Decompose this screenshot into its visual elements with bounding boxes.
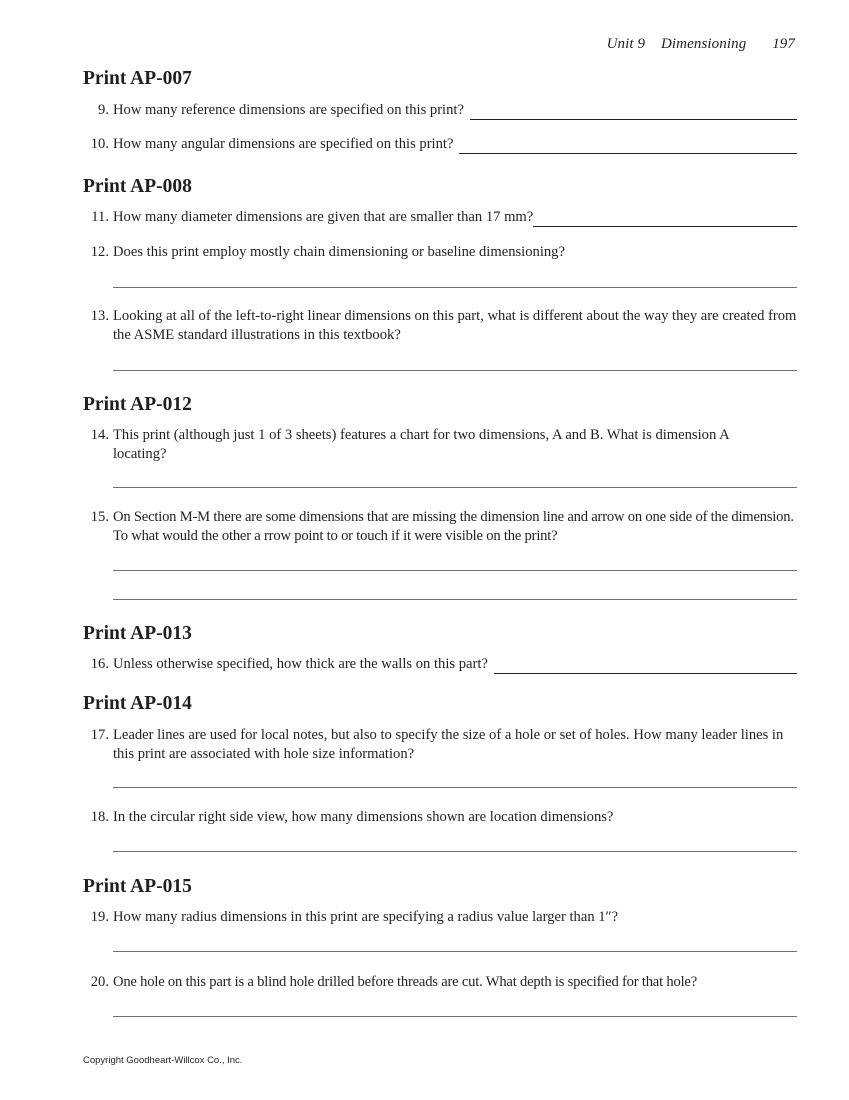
- answer-blank-16[interactable]: [494, 659, 797, 674]
- question-13: [83, 307, 797, 345]
- unit-label: Unit 9: [606, 36, 646, 52]
- question-9: [83, 101, 797, 120]
- question-19: [83, 908, 797, 927]
- answer-line-15b[interactable]: [113, 599, 797, 600]
- question-text: One hole on this part is a blind hole drilled before threads are cut. What depth is specified for that hole?: [113, 974, 697, 990]
- question-text: How many diameter dimensions are given that are smaller than 17 mm?: [113, 209, 534, 225]
- section-title-ap-014: Print AP-014: [83, 693, 192, 714]
- answer-line-13[interactable]: [113, 370, 797, 371]
- question-number: 11.: [91, 209, 109, 225]
- answer-blank-10[interactable]: [459, 139, 797, 154]
- question-15: [83, 508, 797, 546]
- question-number: 9.: [98, 102, 109, 118]
- question-20: [83, 973, 797, 992]
- section-title-ap-007: Print AP-007: [83, 68, 192, 89]
- question-number: 20.: [90, 974, 109, 990]
- answer-line-14[interactable]: [113, 487, 797, 488]
- question-10: [83, 135, 797, 154]
- copyright-footer: Copyright Goodheart-Willcox Co., Inc.: [83, 1055, 243, 1066]
- chapter-title: Dimensioning: [660, 36, 747, 52]
- question-text: How many radius dimensions in this print are specifying a radius value larger than 1″?: [113, 909, 619, 925]
- answer-line-19[interactable]: [113, 951, 797, 952]
- question-text: Leader lines are used for local notes, but also to specify the size of a hole or set of holes. How many leader lines in this print are associated with hole size information?: [113, 727, 784, 762]
- question-number: 12.: [90, 244, 109, 260]
- answer-blank-11[interactable]: [533, 212, 797, 227]
- answer-line-15a[interactable]: [113, 570, 797, 571]
- section-title-ap-013: Print AP-013: [83, 623, 192, 644]
- question-11: [83, 208, 797, 227]
- page-number: 197: [772, 36, 795, 52]
- question-number: 19.: [90, 909, 109, 925]
- question-16: [83, 655, 797, 674]
- question-number: 15.: [90, 509, 109, 525]
- question-12: [83, 243, 797, 262]
- answer-blank-9[interactable]: [470, 105, 797, 120]
- question-number: 13.: [90, 308, 109, 324]
- question-number: 14.: [90, 427, 109, 443]
- running-head: [607, 36, 795, 53]
- question-17: [83, 726, 797, 764]
- question-18: [83, 808, 797, 827]
- question-number: 17.: [90, 727, 109, 743]
- question-text: In the circular right side view, how many dimensions shown are location dimensions?: [113, 809, 614, 825]
- section-title-ap-015: Print AP-015: [83, 876, 192, 897]
- question-text: Does this print employ mostly chain dimensioning or baseline dimensioning?: [113, 244, 565, 260]
- question-text: This print (although just 1 of 3 sheets) features a chart for two dimensions, A and B. What is dimension A locating?: [113, 427, 729, 462]
- section-title-ap-008: Print AP-008: [83, 176, 192, 197]
- question-number: 10.: [90, 136, 109, 152]
- question-text: Unless otherwise specified, how thick are the walls on this part?: [113, 656, 488, 672]
- answer-line-17[interactable]: [113, 787, 797, 788]
- question-text: Looking at all of the left-to-right linear dimensions on this part, what is different about the way they are created from the ASME standard illustrations in this textbook?: [113, 308, 797, 343]
- answer-line-18[interactable]: [113, 851, 797, 852]
- question-14: [83, 426, 797, 464]
- section-title-ap-012: Print AP-012: [83, 394, 192, 415]
- question-text: How many reference dimensions are specified on this print?: [113, 102, 464, 118]
- question-text: How many angular dimensions are specified on this print?: [113, 136, 454, 152]
- question-text: On Section M-M there are some dimensions that are missing the dimension line and arrow on one side of the dimension. To what would the other a rrow point to or touch if it were visible on the print?: [113, 509, 794, 544]
- question-number: 16.: [90, 656, 109, 672]
- answer-line-20[interactable]: [113, 1016, 797, 1017]
- answer-line-12[interactable]: [113, 287, 797, 288]
- question-number: 18.: [90, 809, 109, 825]
